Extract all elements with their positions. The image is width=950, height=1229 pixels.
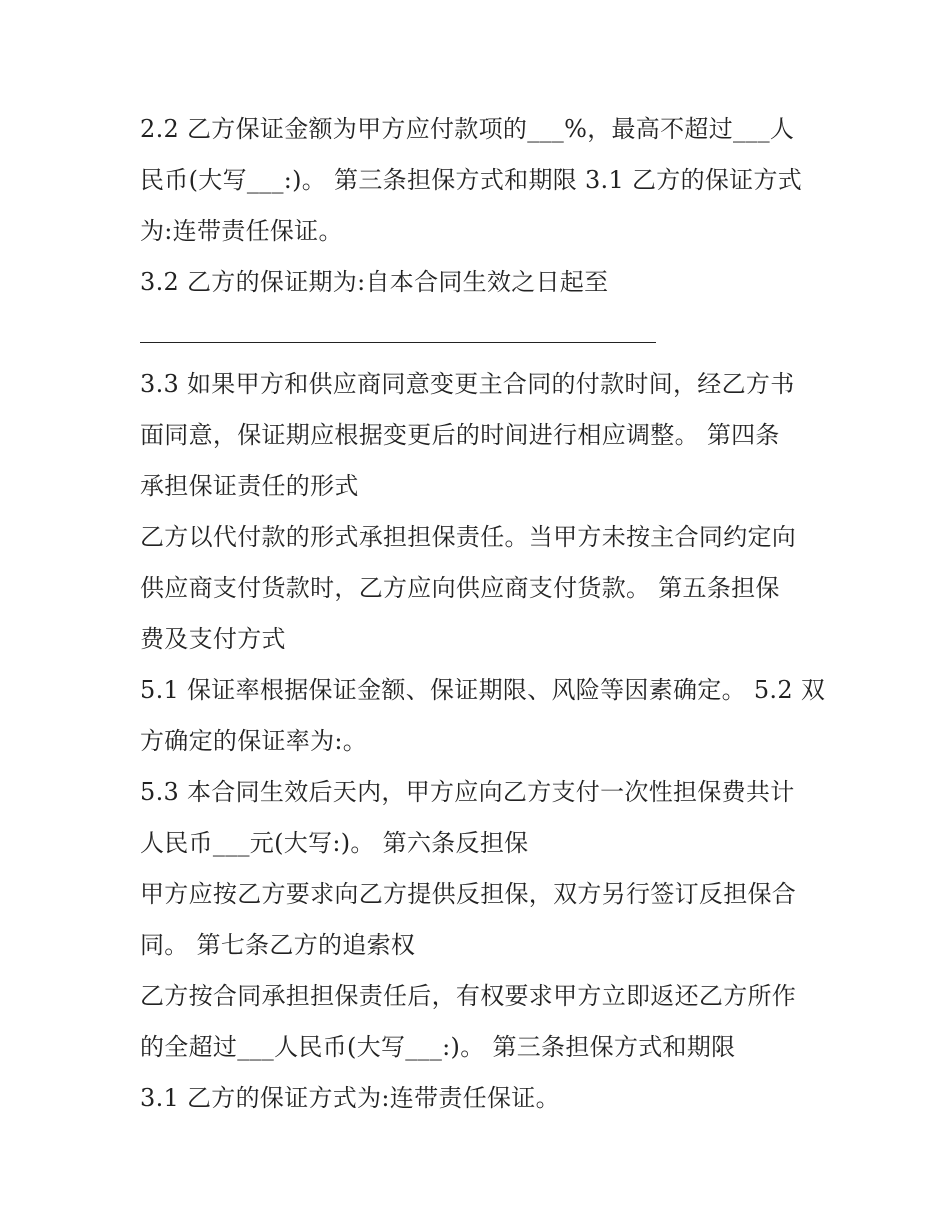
text-line: 供应商支付货款时，乙方应向供应商支付货款。 第五条担保 [140,574,780,602]
text-line: 人民币___元(大写:)。 第六条反担保 [140,829,529,857]
text-line: 为:连带责任保证。 [140,217,343,245]
text-line: 的全超过___人民币(大写___:)。 第三条担保方式和期限 [140,1033,736,1061]
text-line: 乙方以代付款的形式承担担保责任。当甲方未按主合同约定向 [140,523,797,551]
text-line: 方确定的保证率为:。 [140,727,368,755]
text-line: 3.3 如果甲方和供应商同意变更主合同的付款时间，经乙方书 [140,370,795,398]
text-line: 5.3 本合同生效后天内，甲方应向乙方支付一次性担保费共计 [140,778,795,806]
horizontal-rule [140,342,656,343]
text-line: 乙方按合同承担担保责任后，有权要求甲方立即返还乙方所作 [140,982,797,1010]
text-line: 甲方应按乙方要求向乙方提供反担保，双方另行签订反担保合 [140,880,797,908]
text-line: 3.1 乙方的保证方式为:连带责任保证。 [140,1084,560,1112]
document-body [140,104,826,1124]
text-line: 2.2 乙方保证金额为甲方应付款项的___%，最高不超过___人 [140,115,795,143]
blank-fill-line [140,308,820,359]
text-line: 3.2 乙方的保证期为:自本合同生效之日起至 [140,268,609,296]
text-line: 承担保证责任的形式 [140,472,359,500]
text-line: 面同意，保证期应根据变更后的时间进行相应调整。 第四条 [140,421,780,449]
text-line: 5.1 保证率根据保证金额、保证期限、风险等因素确定。 5.2 双 [140,676,826,704]
text-line: 同。 第七条乙方的追索权 [140,931,416,959]
text-line: 费及支付方式 [140,625,286,653]
text-line: 民币(大写___:)。 第三条担保方式和期限 3.1 乙方的保证方式 [140,166,803,194]
